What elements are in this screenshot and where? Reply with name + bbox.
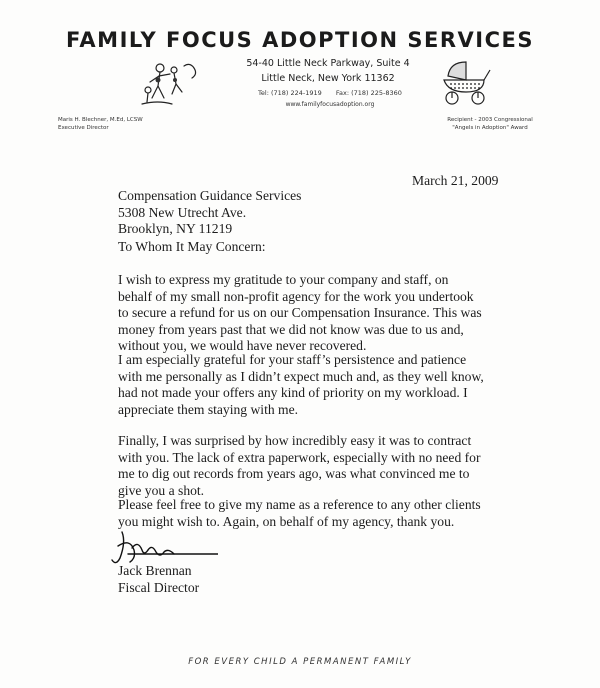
paragraph-line: I am especially grateful for your staff’s persistence and patience [118,352,467,367]
paragraph-line: me to dig out records from years ago, was what convinced me to [118,466,470,481]
paragraph-persistence [118,352,528,418]
director-name: Maris H. Blechner, M.Ed, LCSW [58,117,143,123]
paragraph-line: Finally, I was surprised by how incredibly easy it was to contract [118,433,472,448]
recipient-line: Compensation Guidance Services [118,188,302,203]
award-line2: "Angels in Adoption" Award [452,125,528,131]
recipient-line: Brooklyn, NY 11219 [118,221,233,236]
paragraph-line: to secure a refund for us on our Compensation Insurance. This was [118,305,482,320]
footer-motto: FOR EVERY CHILD A PERMANENT FAMILY [188,657,412,667]
executive-director-block [58,116,143,132]
paragraph-line: give you a shot. [118,482,205,498]
recipient-line: 5308 New Utrecht Ave. [118,204,247,220]
recipient-address [118,188,301,238]
director-title: Executive Director [58,125,109,131]
paragraph-line: you might wish to. Again, on behalf of my agency, thank you. [118,513,455,529]
letterhead-phone-fax [200,88,460,99]
paragraph-line: behalf of my small non-profit agency for the work you undertook [118,288,474,304]
letterhead-address [228,56,428,86]
paragraph-line: appreciate them staying with me. [118,401,299,417]
address-line1: 54-40 Little Neck Parkway, Suite 4 [246,58,410,69]
paragraph-line: money from years past that we did not know was due to us and, [118,321,464,337]
letter-date: March 21, 2009 [412,173,499,188]
paragraph-line: had not made your offers any kind of priority on my workload. I [118,385,468,400]
organization-name: FAMILY FOCUS ADOPTION SERVICES [65,28,534,52]
signer-title: Fiscal Director [118,579,200,595]
signer-block [118,563,199,596]
phone-number: Tel: (718) 224-1919 [258,89,322,97]
salutation: To Whom It May Concern: [118,239,266,254]
website-link[interactable]: www.familyfocusadoption.org [285,101,375,108]
paragraph-gratitude [118,272,528,355]
fax-number: Fax: (718) 225-8360 [335,89,402,97]
paragraph-ease [118,433,528,499]
paragraph-line: I wish to express my gratitude to your company and staff, on [118,272,449,287]
paragraph-line: Please feel free to give my name as a reference to any other clients [118,497,481,512]
paragraph-line: with me personally as I didn’t expect much and, as they well know, [118,368,484,384]
paragraph-line: with you. The lack of extra paperwork, especially with no need for [118,449,481,465]
signer-name: Jack Brennan [118,563,192,578]
address-line2: Little Neck, New York 11362 [261,73,395,84]
paragraph-reference [118,497,528,530]
paragraph-line: without you, we would have never recovered. [118,338,367,353]
award-block [430,116,550,132]
family-illustration-icon [138,60,208,108]
award-line1: Recipient - 2003 Congressional [447,117,533,123]
